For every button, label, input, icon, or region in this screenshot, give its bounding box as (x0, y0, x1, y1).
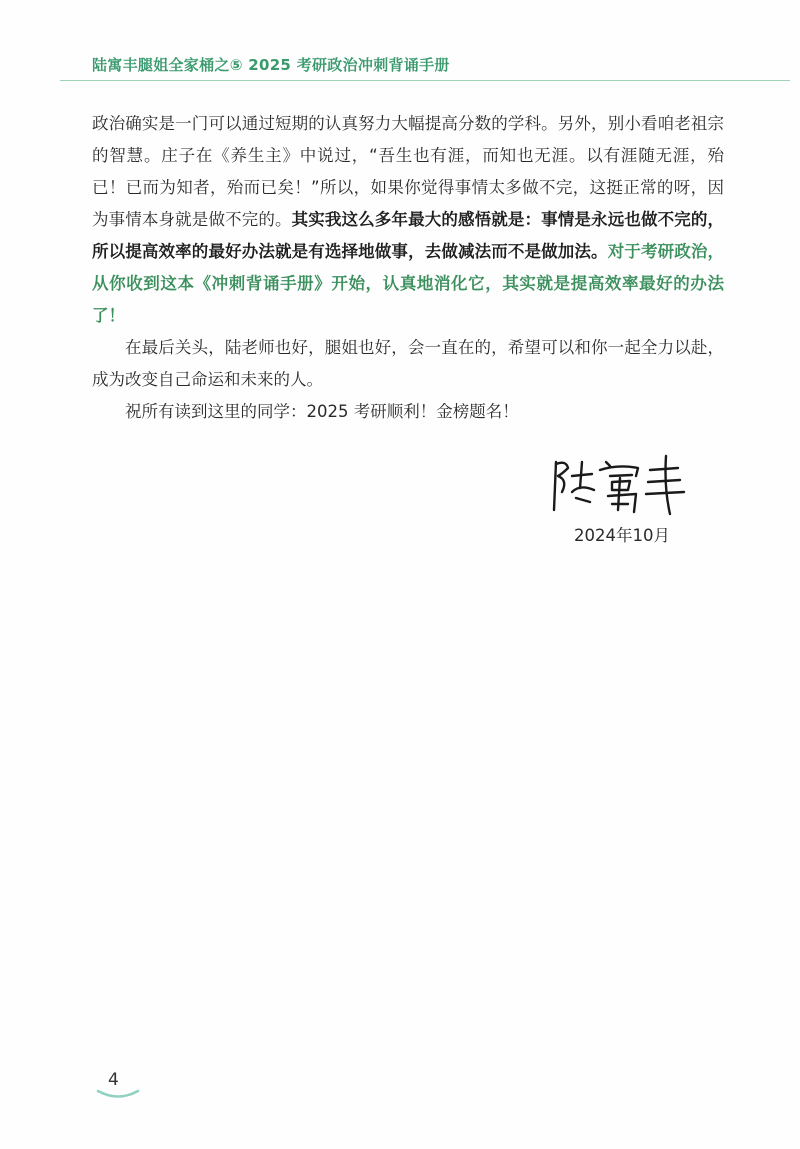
page-number: 4 (108, 1070, 119, 1090)
paragraph-1 (92, 108, 724, 332)
paragraph-2: 在最后关头，陆老师也好，腿姐也好，会一直在的，希望可以和你一起全力以赴，成为改变自己命运和未来的人。 (92, 338, 724, 389)
page-body (92, 108, 724, 428)
date-line: 2024年10月 (574, 526, 670, 545)
running-header: 陆寓丰腿姐全家桶之⑤ 2025 考研政治冲刺背诵手册 (92, 56, 450, 74)
page-number-arc-decoration (96, 1088, 140, 1102)
handwritten-signature (546, 448, 696, 518)
paragraph-1-bold-text: 其实我这么多年最大的感悟就是：事情是永远也做不完的，所以提高效率的最好办法就是有选择地做事，去做减法而不是做加法。 (92, 210, 725, 261)
paragraph-3: 祝所有读到这里的同学：2025 考研顺利！金榜题名！ (125, 402, 519, 421)
paragraph-1-text: 政治确实是一门可以通过短期的认真努力大幅提高分数的学科。另外，别小看咱老祖宗的智慧。庄子在《养生主》中说过，“吾生也有涯，而知也无涯。以有涯随无涯，殆已！已而为知者，殆而已矣！”所以，如果你觉得事情太多做不完，这挺正常的呀，因为事情本身就是做不完的。 (92, 114, 724, 229)
paragraph-1-green-text: 对于考研政治，从你收到这本《冲刺背诵手册》开始，认真地消化它，其实就是提高效率最好的办法了！ (92, 242, 725, 325)
header-divider (60, 80, 790, 81)
